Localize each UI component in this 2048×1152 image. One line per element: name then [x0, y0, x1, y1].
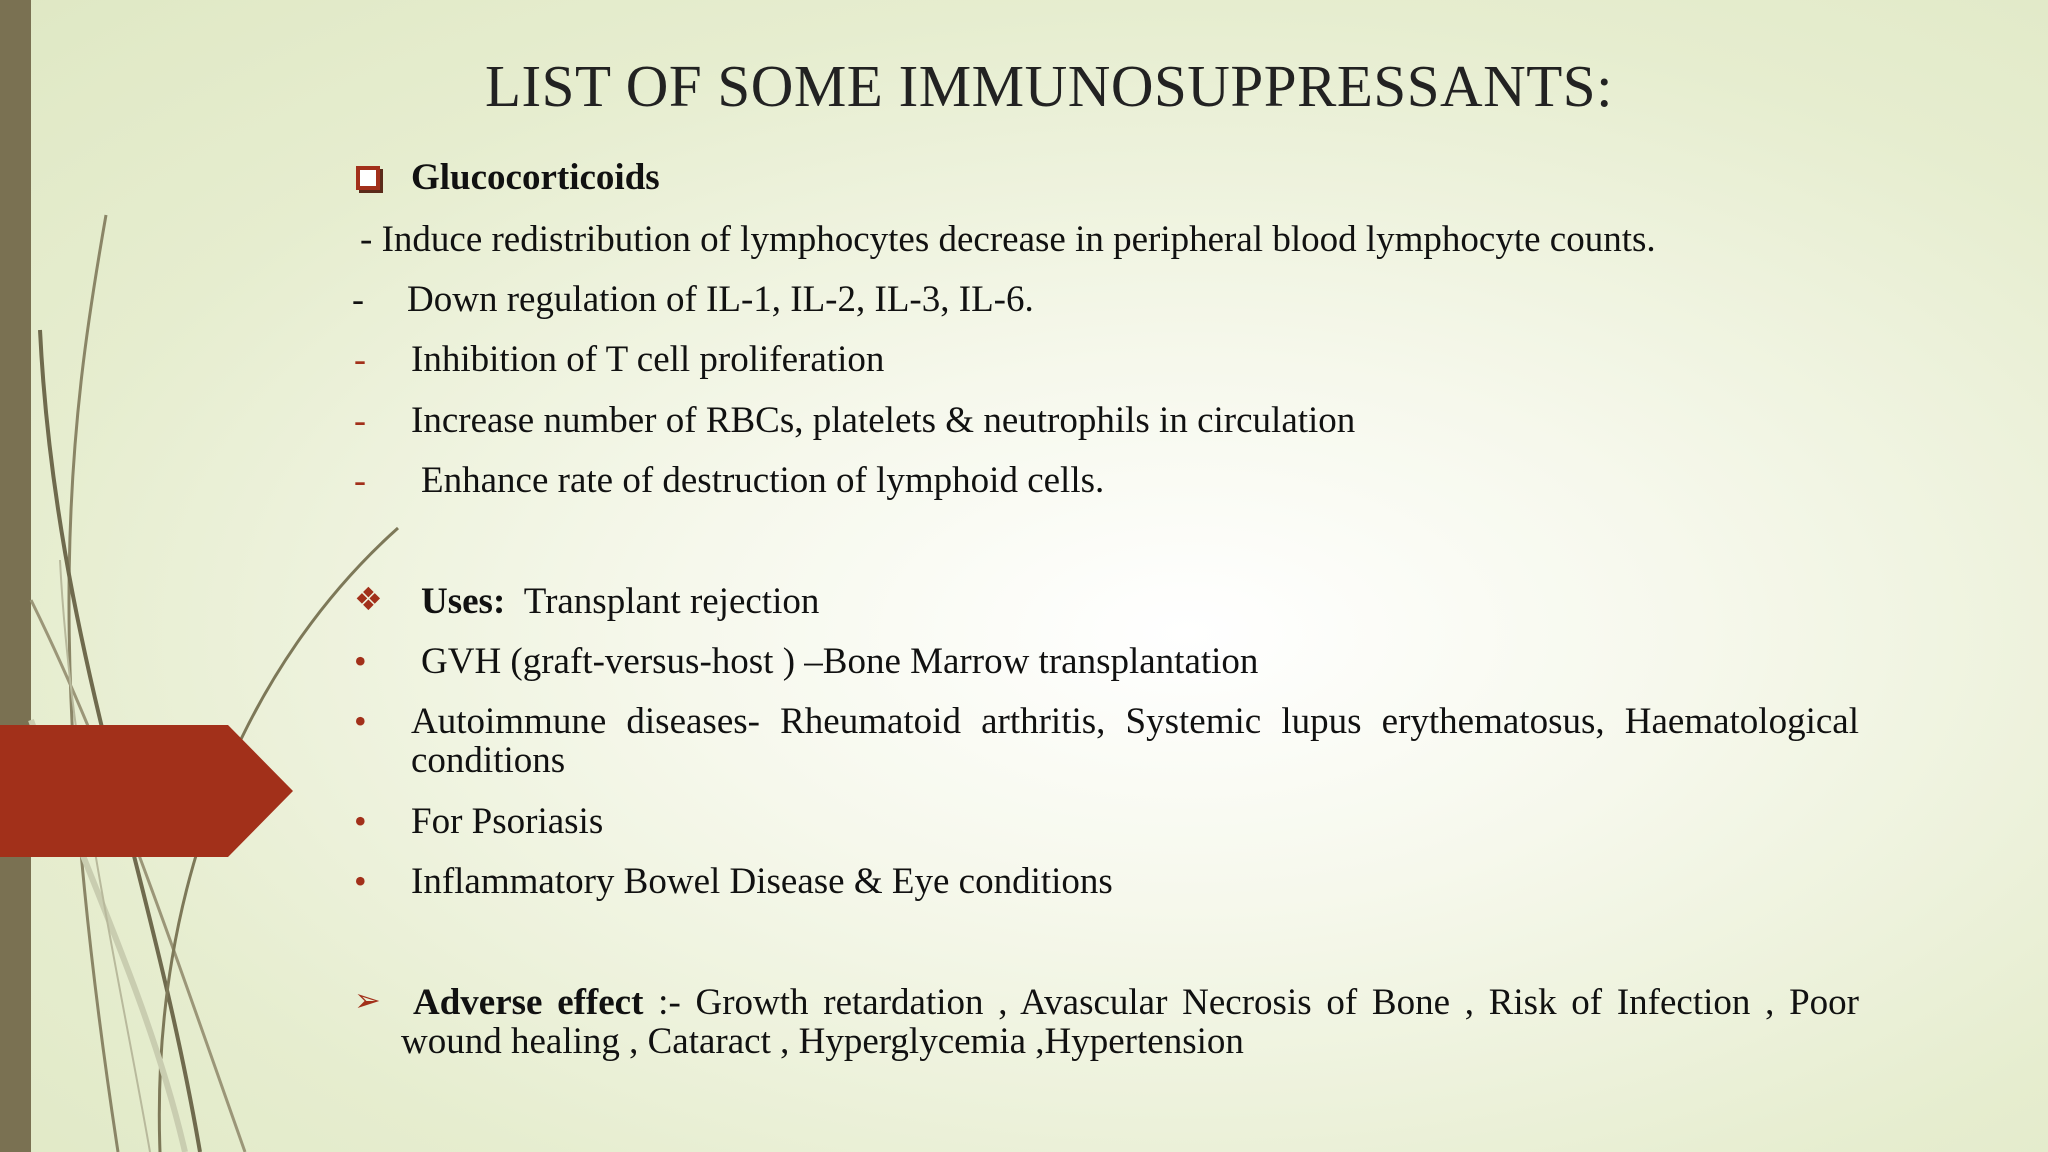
mechanism-item-2: Down regulation of IL-1, IL-2, IL-3, IL-6.	[407, 279, 1034, 320]
bullet-marker: •	[354, 801, 367, 841]
mechanism-item-1: - Induce redistribution of lymphocytes decrease in peripheral blood lymphocyte counts.	[360, 219, 1656, 260]
mechanism-item-5: Enhance rate of destruction of lymphoid cells.	[421, 460, 1105, 501]
uses-first: Transplant rejection	[523, 581, 820, 622]
section-heading: Glucocorticoids	[411, 157, 660, 198]
slide-title: LIST OF SOME IMMUNOSUPPRESSANTS:	[485, 53, 1613, 119]
dash-marker: -	[352, 279, 364, 319]
red-arrow-tab	[0, 725, 295, 857]
arrow-bullet-icon: ➢	[354, 981, 381, 1019]
bullet-marker: •	[354, 861, 367, 901]
dash-marker: -	[354, 460, 366, 500]
uses-item-1: GVH (graft-versus-host ) –Bone Marrow transplantation	[421, 641, 1259, 682]
uses-item-3: For Psoriasis	[411, 801, 604, 842]
uses-item-2: Autoimmune diseases- Rheumatoid arthritis, Systemic lupus erythematosus, Haematological conditions	[411, 701, 1859, 781]
uses-item-4: Inflammatory Bowel Disease & Eye conditions	[411, 861, 1113, 902]
adverse-text: :- Growth retardation , Avascular Necrosis of Bone , Risk of Infection , Poor wound healing , Cataract , Hyperglycemia ,Hypertension	[401, 982, 1859, 1062]
uses-label: Uses:	[421, 581, 506, 622]
mechanism-item-4: Increase number of RBCs, platelets & neutrophils in circulation	[411, 400, 1356, 441]
checkbox-bullet-icon	[356, 166, 380, 190]
uses-line	[421, 580, 819, 623]
bullet-marker: •	[354, 641, 367, 681]
adverse-effect-text	[401, 983, 1859, 1061]
dash-marker: -	[354, 339, 366, 379]
dash-marker: -	[354, 400, 366, 440]
diamond-bullet-icon: ❖	[354, 580, 383, 618]
mechanism-item-3: Inhibition of T cell proliferation	[411, 339, 885, 380]
adverse-label: Adverse effect	[413, 982, 644, 1023]
bullet-marker: •	[354, 701, 367, 741]
